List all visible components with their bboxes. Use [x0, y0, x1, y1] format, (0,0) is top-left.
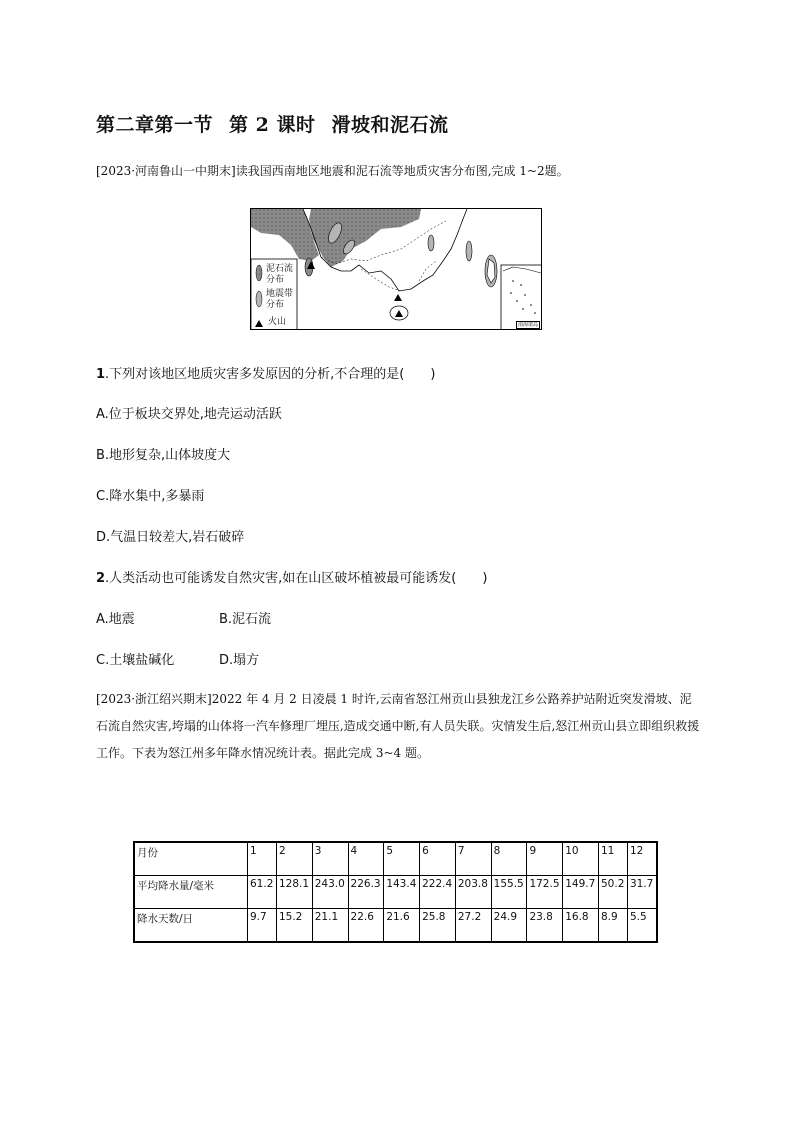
province-boundary-2	[361, 261, 436, 291]
month-header-cell: 7	[455, 842, 491, 876]
table-row	[134, 876, 657, 909]
value-cell: 31.7	[627, 876, 657, 909]
month-header-cell: 9	[527, 842, 563, 876]
q2-option-b[interactable]: B.泥石流	[219, 612, 272, 627]
q1-option-c[interactable]: C.降水集中,多暴雨	[96, 489, 205, 504]
value-cell: 203.8	[455, 876, 491, 909]
mudflow-region-west	[251, 209, 319, 261]
month-header-cell: 4	[348, 842, 384, 876]
quake-belt-coast	[466, 241, 472, 261]
intro-paragraph-2: [2023·浙江绍兴期末]2022 年 4 月 2 日凌晨 1 时许,云南省怒江州贡山县独龙江乡公路养护站附近突发滑坡、泥石流自然灾害,垮塌的山体将一汽车修理厂埋压,造成交通中断,有人员失联。灾情发生后,怒江州贡山县立即组织救援工作。下表为怒江州多年降水情况统计表。据此完成 3~4 题。	[96, 692, 700, 760]
question-text: .人类活动也可能诱发自然灾害,如在山区破坏植被最可能诱发( )	[105, 571, 488, 586]
value-cell: 222.4	[420, 876, 456, 909]
lesson-heading: 第 2 课时	[229, 114, 316, 136]
question-1	[96, 363, 435, 382]
disaster-map	[250, 208, 542, 330]
chapter-heading: 第二章第一节	[96, 114, 214, 136]
value-cell: 16.8	[563, 909, 599, 943]
question-2	[96, 567, 487, 586]
month-header-cell: 5	[384, 842, 420, 876]
legend-mudflow-swatch	[256, 265, 262, 281]
value-cell: 9.7	[248, 909, 277, 943]
month-header-cell: 10	[563, 842, 599, 876]
volcano-marker-2	[394, 294, 402, 301]
value-cell: 143.4	[384, 876, 420, 909]
q1-option-d[interactable]: D.气温日较差大,岩石破碎	[96, 530, 245, 545]
value-cell: 22.6	[348, 909, 384, 943]
legend-quake-swatch	[256, 291, 262, 307]
quake-belt-3	[428, 235, 434, 251]
month-header-cell: 12	[627, 842, 657, 876]
value-cell: 25.8	[420, 909, 456, 943]
value-cell: 27.2	[455, 909, 491, 943]
value-cell: 50.2	[599, 876, 628, 909]
q2-option-c[interactable]: C.土壤盐碱化	[96, 653, 175, 668]
value-cell: 21.1	[312, 909, 348, 943]
value-cell: 128.1	[276, 876, 312, 909]
value-cell: 21.6	[384, 909, 420, 943]
table-body	[134, 842, 657, 942]
legend-quake-label: 地震带分布	[266, 289, 294, 310]
q2-option-d[interactable]: D.塌方	[219, 653, 260, 668]
month-header-cell: 2	[276, 842, 312, 876]
value-cell: 8.9	[599, 909, 628, 943]
precipitation-table	[133, 841, 658, 943]
value-cell: 155.5	[491, 876, 527, 909]
map-illustration	[251, 209, 542, 330]
value-cell: 172.5	[527, 876, 563, 909]
value-cell: 5.5	[627, 909, 657, 943]
legend-volcano-label: 火山	[268, 317, 287, 327]
value-cell: 15.2	[276, 909, 312, 943]
question-number: 2	[96, 571, 106, 586]
q1-option-a[interactable]: A.位于板块交界处,地壳运动活跃	[96, 407, 282, 422]
intro-paragraph-1: [2023·河南鲁山一中期末]读我国西南地区地震和泥石流等地质灾害分布图,完成 1~2题。	[96, 164, 569, 178]
header-label-cell: 月份	[134, 842, 248, 876]
legend-mudflow-label: 泥石流分布	[266, 264, 294, 285]
question-number: 1	[96, 367, 106, 382]
month-header-cell: 11	[599, 842, 628, 876]
table-header-row	[134, 842, 657, 876]
row-label-cell: 平均降水量/毫米	[134, 876, 248, 909]
month-header-cell: 1	[248, 842, 277, 876]
question-text: .下列对该地区地质灾害多发原因的分析,不合理的是( )	[105, 367, 436, 382]
month-header-cell: 6	[420, 842, 456, 876]
table-row	[134, 909, 657, 943]
inset-label: 南海诸岛	[518, 322, 539, 328]
page-title	[96, 110, 448, 137]
value-cell: 149.7	[563, 876, 599, 909]
month-header-cell: 8	[491, 842, 527, 876]
mudflow-region-north	[309, 209, 421, 267]
value-cell: 226.3	[348, 876, 384, 909]
month-header-cell: 3	[312, 842, 348, 876]
topic-heading: 滑坡和泥石流	[331, 114, 449, 136]
value-cell: 23.8	[527, 909, 563, 943]
value-cell: 24.9	[491, 909, 527, 943]
q1-option-b[interactable]: B.地形复杂,山体坡度大	[96, 448, 231, 463]
q2-option-a[interactable]: A.地震	[96, 612, 135, 627]
value-cell: 61.2	[248, 876, 277, 909]
row-label-cell: 降水天数/日	[134, 909, 248, 943]
value-cell: 243.0	[312, 876, 348, 909]
